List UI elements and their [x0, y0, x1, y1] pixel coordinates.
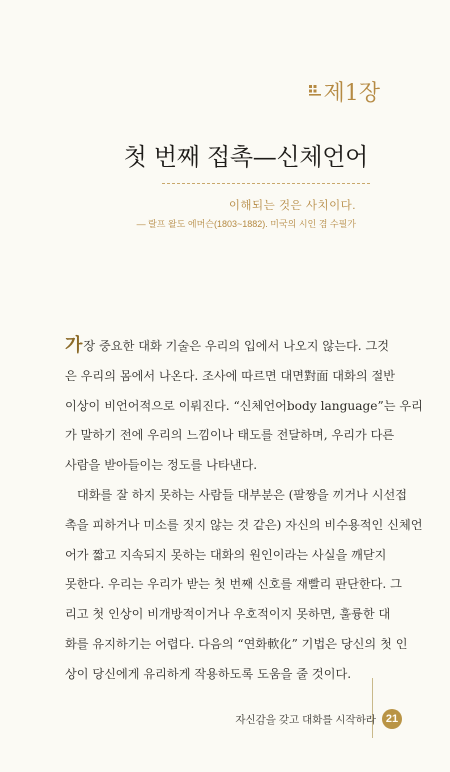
chapter-number: 제1장	[323, 81, 380, 106]
chapter-mark-icon	[309, 85, 321, 97]
epigraph-attribution: — 랄프 왈도 에머슨(1803~1882). 미국의 시인 겸 수필가	[136, 219, 356, 229]
paragraph-line: 상이 당신에게 유리하게 작용하도록 도움을 줄 것이다.	[65, 666, 352, 681]
running-footer-title: 자신감을 갖고 대화를 시작하라	[235, 713, 376, 726]
paragraph-line: 못한다. 우리는 우리가 받는 첫 번째 신호를 재빨리 판단한다. 그	[65, 577, 402, 592]
title-divider	[162, 183, 370, 184]
page-footer	[235, 709, 402, 729]
paragraph-line	[65, 331, 390, 362]
paragraph-line: 이상이 비언어적으로 이뤄진다. “신체언어body language”는 우리	[65, 398, 423, 413]
line-text: 장 중요한 대화 기술은 우리의 입에서 나오지 않는다. 그것	[83, 339, 390, 353]
paragraph-line: 어가 짧고 지속되지 못하는 대화의 원인이라는 사실을 깨닫지	[65, 547, 387, 562]
paragraph-line: 대화를 잘 하지 못하는 사람들 대부분은 (팔짱을 끼거나 시선접	[77, 487, 408, 502]
body-text	[65, 331, 423, 690]
epigraph-quote: 이해되는 것은 사치이다.	[228, 200, 356, 212]
drop-cap: 가	[65, 335, 83, 356]
paragraph-2	[65, 481, 423, 690]
page-number-badge: 21	[382, 709, 402, 729]
paragraph-line: 은 우리의 몸에서 나온다. 조사에 따르면 대면對面 대화의 절반	[65, 368, 396, 383]
footer-rule	[372, 678, 373, 738]
paragraph-line: 촉을 피하거나 미소를 짓지 않는 것 같은) 자신의 비수용적인 신체언	[65, 517, 423, 532]
chapter-title: 첫 번째 접촉—신체언어	[123, 143, 368, 171]
paragraph-1	[65, 331, 423, 481]
paragraph-line: 사람을 받아들이는 정도를 나타낸다.	[65, 458, 258, 473]
paragraph-line: 가 말하기 전에 우리의 느낌이나 태도를 전달하며, 우리가 다른	[65, 428, 395, 443]
paragraph-line: 화를 유지하기는 어렵다. 다음의 “연화軟化” 기법은 당신의 첫 인	[65, 636, 408, 651]
chapter-label	[309, 83, 380, 105]
paragraph-line: 리고 첫 인상이 비개방적이거나 우호적이지 못하면, 훌륭한 대	[65, 607, 391, 622]
